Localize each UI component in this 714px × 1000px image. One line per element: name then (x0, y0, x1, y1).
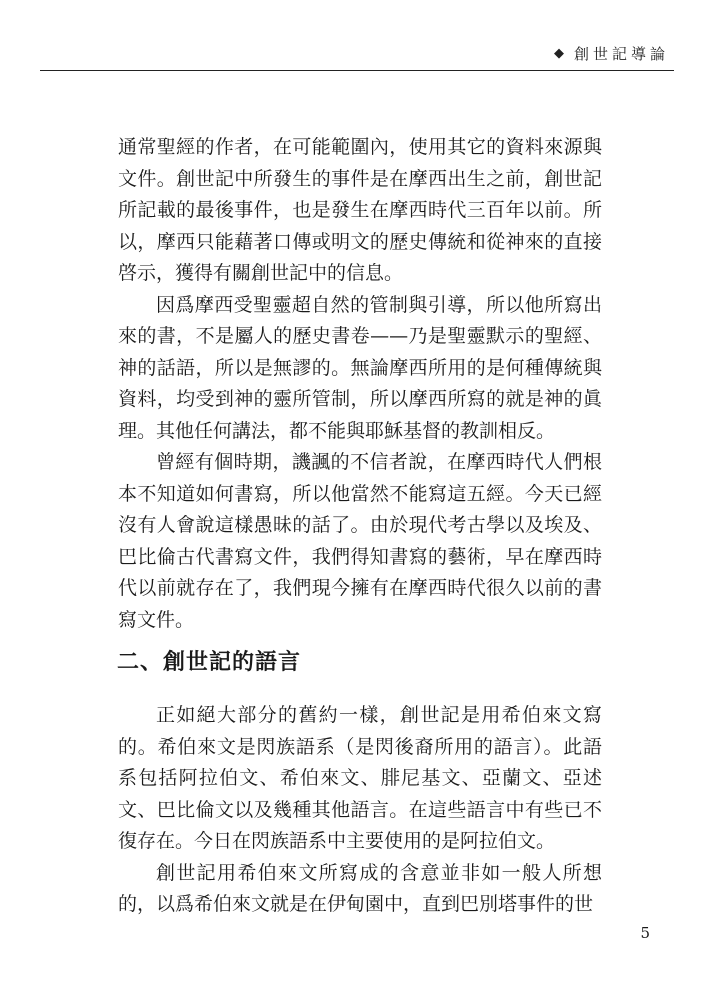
header-rule (40, 70, 674, 71)
body-text-block-2 (118, 700, 602, 921)
paragraph: 通常聖經的作者，在可能範圍內，使用其它的資料來源與文件。創世記中所發生的事件是在摩西出生之前，創世記所記載的最後事件，也是發生在摩西時代三百年以前。所以，摩西只能藉著口傳或明文的歷史傳統和從神來的直接啓示，獲得有關創世記中的信息。 (118, 136, 602, 284)
running-header-title: 創世記導論 (573, 44, 669, 63)
section-heading: 二、創世記的語言 (117, 650, 302, 675)
paragraph: 因爲摩西受聖靈超自然的管制與引導，所以他所寫出來的書，不是屬人的歷史書卷——乃是聖靈默示的聖經、神的話語，所以是無謬的。無論摩西所用的是何種傳統與資料，均受到神的靈所管制，所以摩西所寫的就是神的眞理。其他任何講法，都不能與耶穌基督的教訓相反。 (118, 293, 602, 442)
running-header (554, 40, 669, 66)
paragraph: 正如絕大部分的舊約一樣，創世記是用希伯來文寫的。希伯來文是閃族語系（是閃後裔所用的語言）。此語系包括阿拉伯文、希伯來文、腓尼基文、亞蘭文、亞述文、巴比倫文以及幾種其他語言。在這些語言中有些已不復存在。今日在閃族語系中主要使用的是阿拉伯文。 (118, 704, 602, 852)
diamond-icon: ◆ (553, 45, 564, 61)
paragraph: 創世記用希伯來文所寫成的含意並非如一般人所想的，以爲希伯來文就是在伊甸園中，直到巴別塔事件的世 (118, 861, 602, 915)
paragraph: 曾經有個時期，譏諷的不信者說，在摩西時代人們根本不知道如何書寫，所以他當然不能寫這五經。今天已經沒有人會說這樣愚昧的話了。由於現代考古學以及埃及、巴比倫古代書寫文件，我們得知書寫的藝術，早在摩西時代以前就存在了，我們現今擁有在摩西時代很久以前的書寫文件。 (118, 451, 602, 631)
page-number: 5 (640, 924, 650, 942)
body-text-block-1 (118, 132, 602, 636)
